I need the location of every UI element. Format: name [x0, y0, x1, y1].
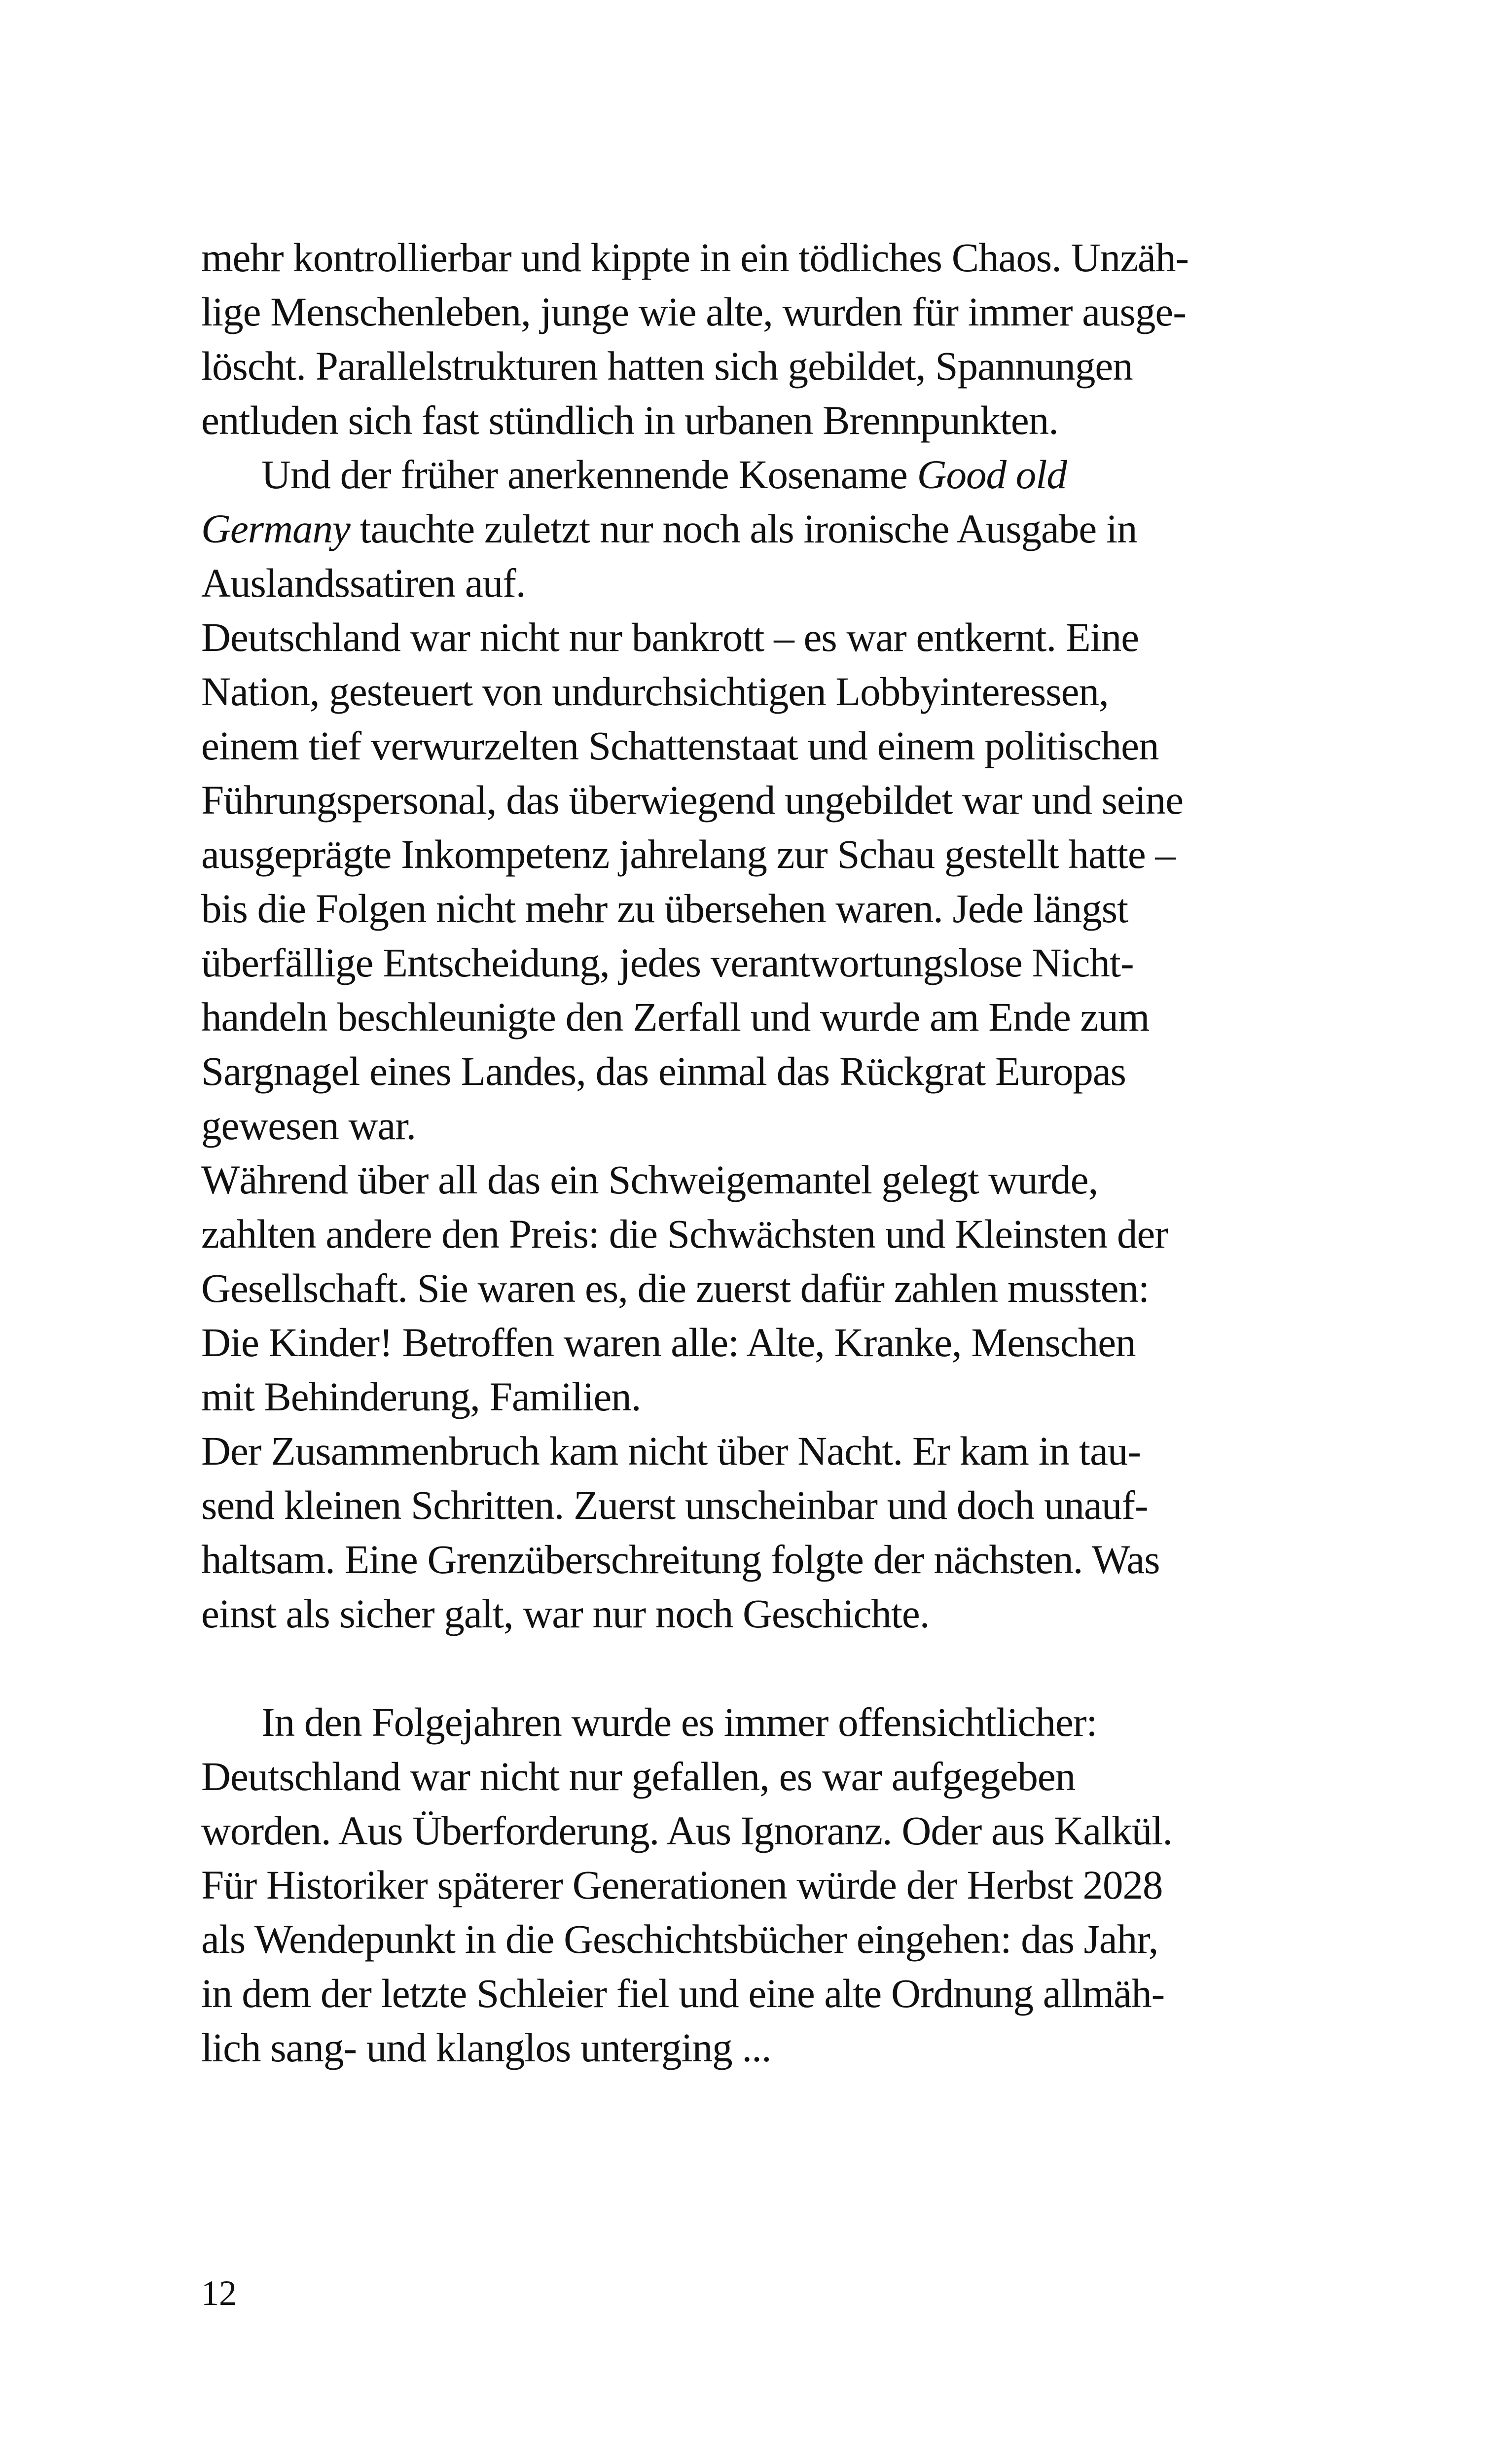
text-line: Der Zusammenbruch kam nicht über Nacht. Er kam in tau- — [201, 1428, 1141, 1474]
text-line: Deutschland war nicht nur bankrott – es war entkernt. Eine — [201, 614, 1139, 660]
text-line: lige Menschenleben, junge wie alte, wurden für immer ausge- — [201, 289, 1186, 334]
text-line: mit Behinderung, Familien. — [201, 1374, 641, 1419]
page-number: 12 — [201, 2273, 237, 2313]
text-line: löscht. Parallelstrukturen hatten sich gebildet, Spannungen — [201, 343, 1133, 389]
text-line: einst als sicher galt, war nur noch Geschichte. — [201, 1591, 930, 1636]
text-segment: tauchte zuletzt nur noch als ironische Ausgabe in — [350, 506, 1137, 551]
text-line: gewesen war. — [201, 1103, 416, 1148]
text-line: Sargnagel eines Landes, das einmal das Rückgrat Europas — [201, 1048, 1126, 1094]
text-line: ausgeprägte Inkompetenz jahrelang zur Schau gestellt hatte – — [201, 831, 1175, 877]
text-segment: Und der früher anerkennende Kosename — [261, 452, 917, 497]
text-line: bis die Folgen nicht mehr zu übersehen waren. Jede längst — [201, 886, 1128, 931]
text-line: in dem der letzte Schleier fiel und eine alte Ordnung allmäh- — [201, 1971, 1165, 2016]
text-block-closing — [201, 1695, 1247, 2075]
italic-phrase: Good old — [917, 452, 1067, 497]
text-line-indented: In den Folgejahren wurde es immer offensichtlicher: — [261, 1699, 1097, 1745]
text-line: überfällige Entscheidung, jedes verantwortungslose Nicht- — [201, 940, 1134, 985]
text-line: entluden sich fast stündlich in urbanen Brennpunkten. — [201, 397, 1059, 443]
text-line-indented — [201, 447, 1247, 502]
text-line: Während über all das ein Schweigemantel gelegt wurde, — [201, 1157, 1098, 1202]
text-line: lich sang- und klanglos unterging ... — [201, 2025, 771, 2070]
text-line — [201, 502, 1247, 556]
text-line: Nation, gesteuert von undurchsichtigen Lobbyinteressen, — [201, 669, 1109, 714]
text-line: Deutschland war nicht nur gefallen, es war aufgegeben — [201, 1754, 1076, 1799]
italic-phrase: Germany — [201, 506, 350, 551]
text-line: Für Historiker späterer Generationen würde der Herbst 2028 — [201, 1862, 1163, 1907]
text-line: Gesellschaft. Sie waren es, die zuerst dafür zahlen mussten: — [201, 1265, 1150, 1311]
text-line: als Wendepunkt in die Geschichtsbücher eingehen: das Jahr, — [201, 1916, 1158, 1962]
text-line: Die Kinder! Betroffen waren alle: Alte, Kranke, Menschen — [201, 1320, 1136, 1365]
text-line: send kleinen Schritten. Zuerst unscheinbar und doch unauf- — [201, 1482, 1148, 1528]
text-line: haltsam. Eine Grenzüberschreitung folgte der nächsten. Was — [201, 1537, 1160, 1582]
text-line: Führungspersonal, das überwiegend ungebildet war und seine — [201, 777, 1184, 823]
text-line: Auslandssatiren auf. — [201, 560, 526, 606]
text-block-main — [201, 230, 1247, 1641]
text-line: zahlten andere den Preis: die Schwächsten und Kleinsten der — [201, 1211, 1168, 1257]
text-line: handeln beschleunigte den Zerfall und wurde am Ende zum — [201, 994, 1150, 1040]
text-line: worden. Aus Überforderung. Aus Ignoranz. Oder aus Kalkül. — [201, 1808, 1173, 1853]
text-line: mehr kontrollierbar und kippte in ein tödliches Chaos. Unzäh- — [201, 235, 1188, 280]
text-line: einem tief verwurzelten Schattenstaat und einem politischen — [201, 723, 1159, 768]
